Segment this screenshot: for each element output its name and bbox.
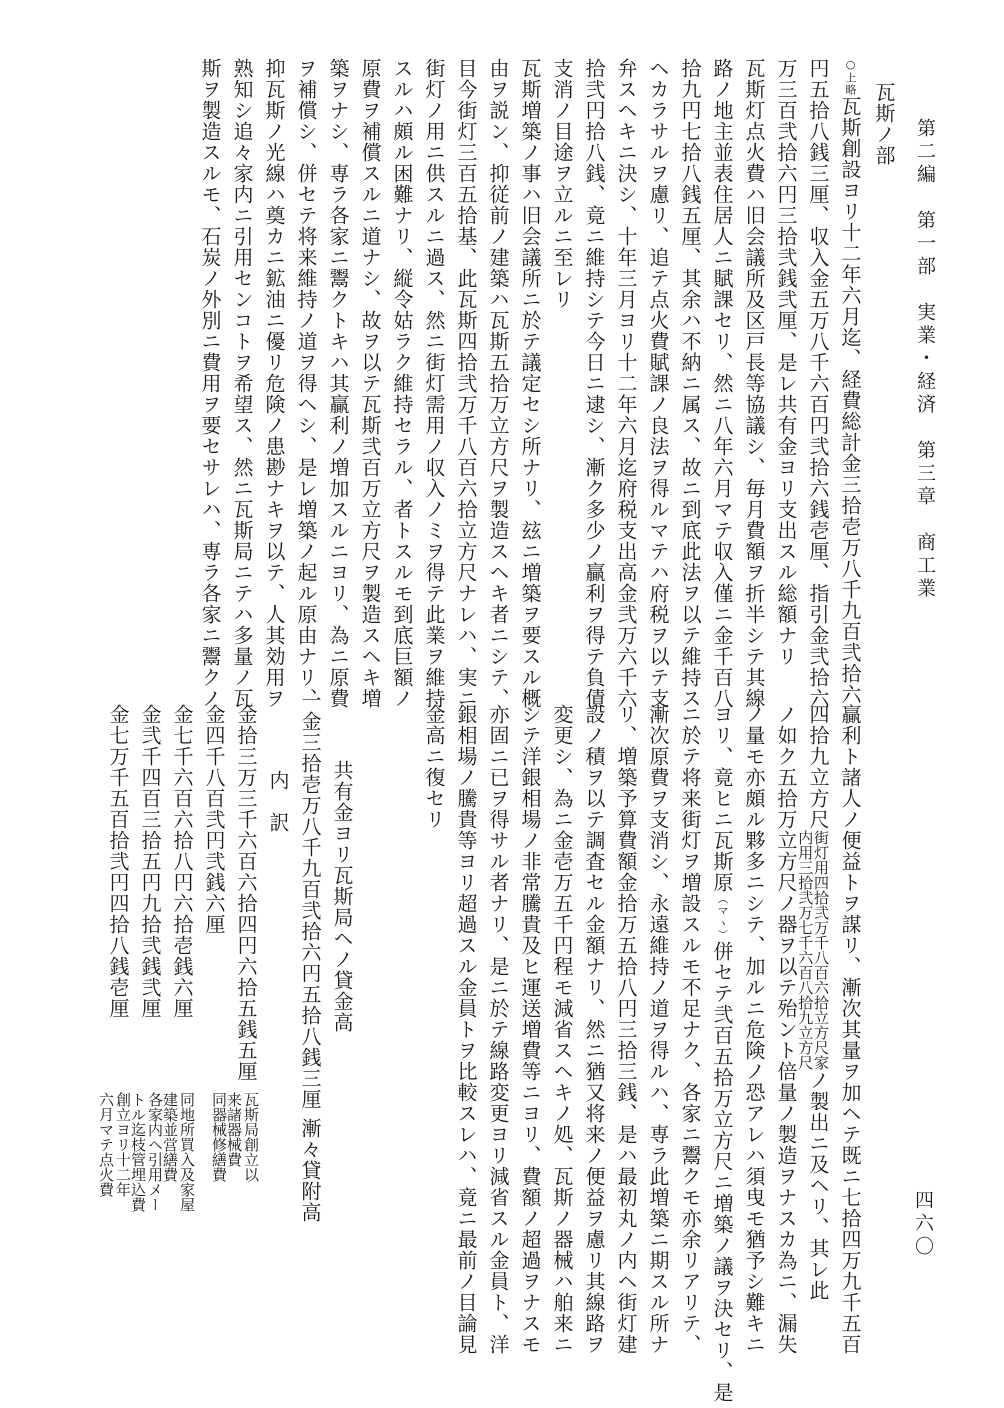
text-line: 漸次原費ヲ支消シ、永遠維持ノ道ヲ得ルハ、専ラ此増築ニ期スル所ナ <box>646 704 670 1355</box>
item-description-line: 創立ヨリ十二年 <box>114 1092 132 1197</box>
text-line: 四拾九立方尺 街灯用四拾弐万千八百六拾立方尺家 内用三拾弐万七千六百八拾九立方尺 ノ製出ニ及ヘリ、其レ此 <box>796 704 830 1301</box>
page-number: 四六〇 <box>912 1190 934 1259</box>
text-line: ノ如ク五拾万立方尺ノ器ヲ以テ殆ント倍量ノ製造ヲナスカ為ニ、漏失 <box>774 704 798 1355</box>
header-section: 商工業 <box>914 532 936 601</box>
text-line: リ、増築予算費額金拾万五拾八円三拾三銭、是ハ最初丸ノ内ヘ街灯建 <box>614 704 638 1355</box>
text-line: 抑瓦斯ノ光線ハ奠カニ鉱油ニ優リ危険ノ患尠ナキヲ以テ、人其効用ヲ <box>262 58 286 709</box>
item-description-line: 各家内ヘ引用メー <box>146 1092 164 1212</box>
text-line: 路ノ地主並表住居人ニ賦課セリ、然ニ八年六月マテ収入僅ニ金千百八 <box>710 58 734 709</box>
header-part: 第一部 <box>914 210 936 279</box>
text-line: 金高ニ復セリ <box>422 704 446 830</box>
item-description-line: 瓦斯局創立以 <box>242 1092 260 1182</box>
text-line: 熟知シ追々家内ニ引用センコトヲ希望ス、然ニ瓦斯局ニテハ多量ノ瓦 <box>230 58 254 709</box>
text-line: 目今街灯三百五拾基、此瓦斯四拾弐万千八百六拾立方尺ナレハ、実ニ <box>454 58 478 709</box>
text-line: 拾弐円拾八銭、竟ニ維持シテ今日ニ逮シ、漸ク多少ノ贏利ヲ得テ負債 <box>582 58 606 709</box>
text-line: 万三百弐拾六円三拾弐銭弐厘、是レ共有金ヨリ支出スル総額ナリ <box>774 58 798 667</box>
text-line: 街灯ノ用ニ供スルニ過ス、然ニ街灯需用ノ収入ノミヲ得テ此業ヲ維持 <box>422 58 446 709</box>
breakdown-label: 内 訳 <box>266 770 290 833</box>
item-amount: 金四千八百弐円弐銭六厘 <box>202 704 226 935</box>
running-header <box>915 118 934 601</box>
text-line: シテ洋銀相場ノ非常騰貴及ヒ運送増費等ニヨリ、費額ノ超過ヲナスモ <box>518 704 542 1355</box>
text-line: 円五拾八銭三厘、収入金五万八千六百円弐拾六銭壱厘、指引金弐拾六 <box>806 58 830 709</box>
total-amount: 一金三拾壱万八千九百弐拾六円五拾八銭三厘 <box>298 690 322 1110</box>
text-line: 原費ヲ補償スルニ道ナシ、故ヲ以テ瓦斯弐百万立方尺ヲ製造スヘキ増 <box>358 58 382 709</box>
text-line: 築ヲナシ、専ラ各家ニ鬻クトキハ其贏利ノ増加スルニヨリ、為ニ原費 <box>326 58 350 709</box>
text-line: 弁スヘキニ決シ、十年三月ヨリ十二年六月迄府税支出高金弐万六千六 <box>614 58 638 709</box>
table-title: 共有金ヨリ瓦斯局ヘノ貸金高 <box>330 760 354 1033</box>
sic-mark: （マヽ） <box>716 893 729 941</box>
item-description-line: トル迄枝管埋込費 <box>129 1092 147 1212</box>
item-description-line: 建築並営繕費 <box>161 1092 179 1182</box>
item-description-line: 同地所買入及家屋 <box>178 1092 196 1212</box>
text-line: 贏利ト諸人ノ便益トヲ謀リ、漸次其量ヲ加ヘテ既ニ七拾四万九千五百 <box>838 704 862 1355</box>
text-line: 拾九円七拾八銭五厘、其余ハ不納ニ属ス、故ニ到底此法ヲ以テ維持ス <box>678 58 702 709</box>
section-title: 瓦斯ノ部 <box>872 82 896 166</box>
header-chapter: 第三章 <box>914 440 936 509</box>
inline-note: 街灯用四拾弐万千八百六拾立方尺家 内用三拾弐万七千六百八拾九立方尺 <box>796 830 830 1070</box>
item-amount: 金七万千五百拾弐円四拾八銭壱厘 <box>106 704 130 1019</box>
item-description-line: 来諸器械費 <box>225 1092 243 1167</box>
header-volume: 第二編 <box>914 118 936 187</box>
text-line: ノ量モ亦頗ル夥多ニシテ、加ルニ危険ノ恐アレハ須曳モ猶予シ難キニ <box>742 704 766 1355</box>
text-line: 由ヲ説ン、抑従前ノ建築ハ瓦斯五拾万立方尺ヲ製造スヘキ者ニシテ、 <box>486 58 510 709</box>
item-amount: 金拾三万三千六百六拾四円六拾五銭五厘 <box>234 704 258 1082</box>
text-line: 斯ヲ製造スルモ、石炭ノ外別ニ費用ヲ要セサレハ、専ラ各家ニ鬻クノ <box>198 58 222 709</box>
omission-mark: ○上略 <box>844 58 857 96</box>
item-amount: 金弐千四百三拾五円九拾弐銭弐厘 <box>138 704 162 1019</box>
header-topic: 実業・経済 <box>914 302 936 417</box>
text-line: ニ於テ将来街灯ヲ増設スルモ不足ナク、各家ニ鬻クモ亦余リアリテ、 <box>678 704 702 1355</box>
item-amount: 金七千六百六拾八円六拾壱銭六厘 <box>170 704 194 1019</box>
item-description-line: 六月マテ点火費 <box>97 1092 115 1197</box>
text-line: 瓦斯灯点火費ハ旧会議所及区戸長等協議シ、毎月費額ヲ折半シテ其線 <box>742 58 766 709</box>
text-line: 銀相場ノ騰貴等ヨリ超過スル金員トヲ比較スレハ、竟ニ最前ノ目論見 <box>454 704 478 1355</box>
text-line: ヨリ、竟ヒニ瓦斯原（マヽ）併セテ弐百五拾万立方尺ニ増築ノ議ヲ決セリ、是 <box>710 704 734 1403</box>
text-line: 亦固ニ已ヲ得サル者ナリ、是ニ於テ線路変更ヨリ減省スル金員ト、洋 <box>486 704 510 1355</box>
total-note: 漸々貸附高 <box>298 1118 322 1223</box>
text-line: スルハ頗ル困難ナリ、縦令姑ラク維持セラル、者トスルモ到底巨額ノ <box>390 58 414 709</box>
text-line: 設ノ積ヲ以テ調査セル金額ナリ、然ニ猶又将来ノ便益ヲ慮リ其線路ヲ <box>582 704 606 1355</box>
text-line: ○上略瓦斯創設ヨリ十二年六月迄、経費総計金三拾壱万八千九百弐拾六 <box>838 58 862 705</box>
item-description-line: 同器械修繕費 <box>210 1092 228 1182</box>
text-line: 支消ノ目途ヲ立ルニ至レリ <box>550 58 574 310</box>
text-line: 瓦斯増築ノ事ハ旧会議所ニ於テ議定セシ所ナリ、玆ニ増築ヲ要スル概 <box>518 58 542 709</box>
text-line: ヘカラサルヲ慮リ、追テ点火費賦課ノ良法ヲ得ルマテハ府税ヲ以テ支 <box>646 58 670 709</box>
text-line: ヲ補償シ、併セテ将来維持ノ道ヲ得ヘシ、是レ増築ノ起ル原由ナリ、 <box>294 58 318 709</box>
text-line: 変更シ、為ニ金壱万五千円程モ減省スヘキノ処、瓦斯ノ器械ハ舶来ニ <box>550 704 574 1355</box>
